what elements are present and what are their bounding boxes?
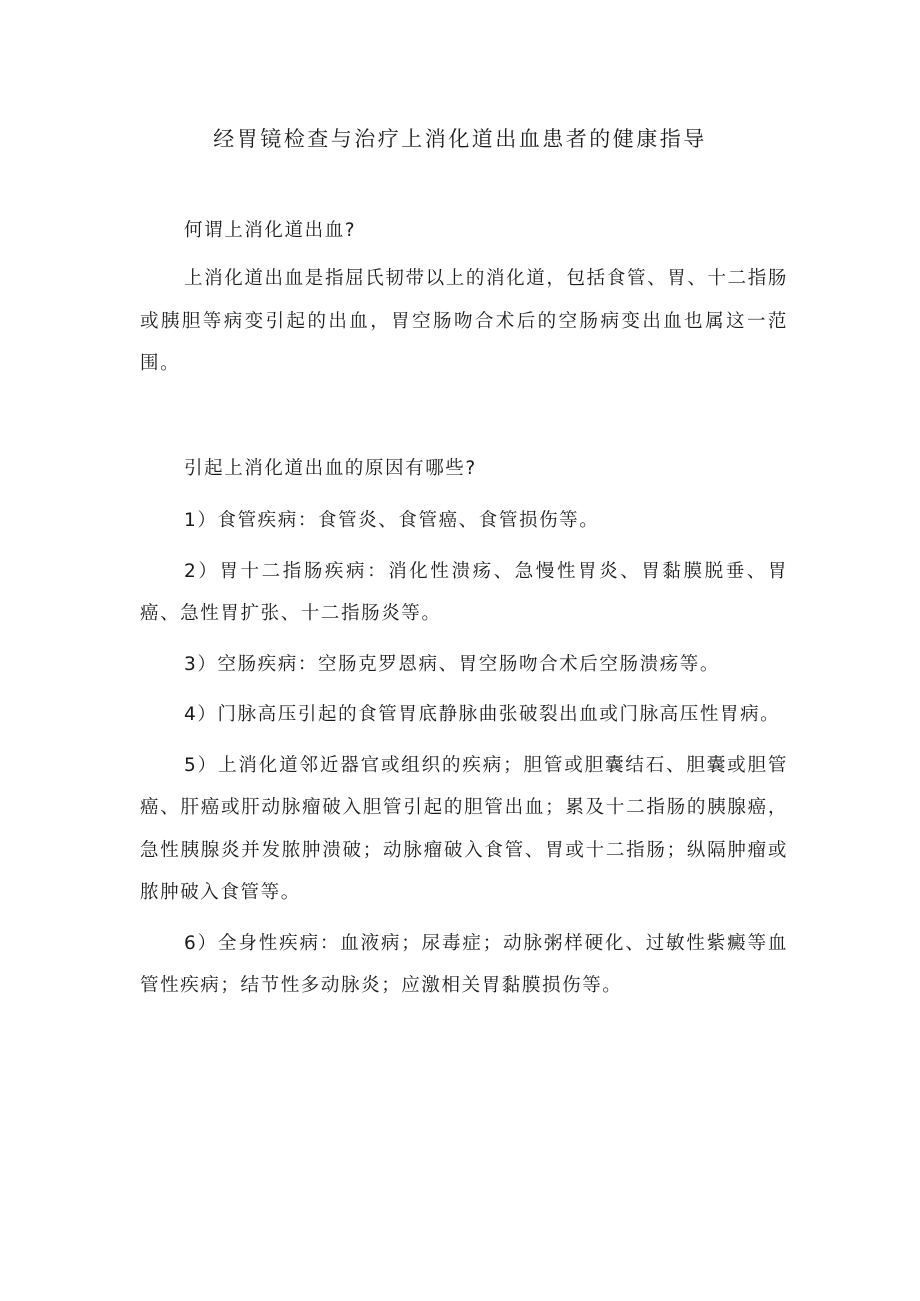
list-item: 5）上消化道邻近器官或组织的疾病；胆管或胆囊结石、胆囊或胆管癌、肝癌或肝动脉瘤破入胆管引起的胆管出血；累及十二指肠的胰腺癌，急性胰腺炎并发脓肿溃破；动脉瘤破入食管、胃或十二指肠；纵隔肿瘤或脓肿破入食管等。 <box>140 754 788 903</box>
list-item: 3）空肠疾病：空肠克罗恩病、胃空肠吻合术后空肠溃疡等。 <box>184 653 720 675</box>
section2-question: 引起上消化道出血的原因有哪些? <box>184 458 477 479</box>
document-title: 经胃镜检查与治疗上消化道出血患者的健康指导 <box>213 127 707 151</box>
list-item: 4）门脉高压引起的食管胃底静脉曲张破裂出血或门脉高压性胃病。 <box>184 704 781 725</box>
section1-answer-block <box>140 258 788 386</box>
section1-answer: 上消化道出血是指屈氏韧带以上的消化道，包括食管、胃、十二指肠或胰胆等病变引起的出血，胃空肠吻合术后的空肠病变出血也属这一范围。 <box>140 268 788 374</box>
section2-question-block <box>140 448 788 491</box>
section1-question: 何谓上消化道出血? <box>184 220 357 241</box>
list-item: 6）全身性疾病：血液病；尿毒症；动脉粥样硬化、过敏性紫癜等血管性疾病；结节性多动脉炎；应激相关胃黏膜损伤等。 <box>140 932 788 996</box>
cause-list <box>140 500 788 1016</box>
list-item: 1）食管疾病：食管炎、食管癌、食管损伤等。 <box>184 510 600 531</box>
list-item: 2）胃十二指肠疾病：消化性溃疡、急慢性胃炎、胃黏膜脱垂、胃癌、急性胃扩张、十二指肠炎等。 <box>140 560 788 624</box>
section1-question-block <box>140 210 788 253</box>
